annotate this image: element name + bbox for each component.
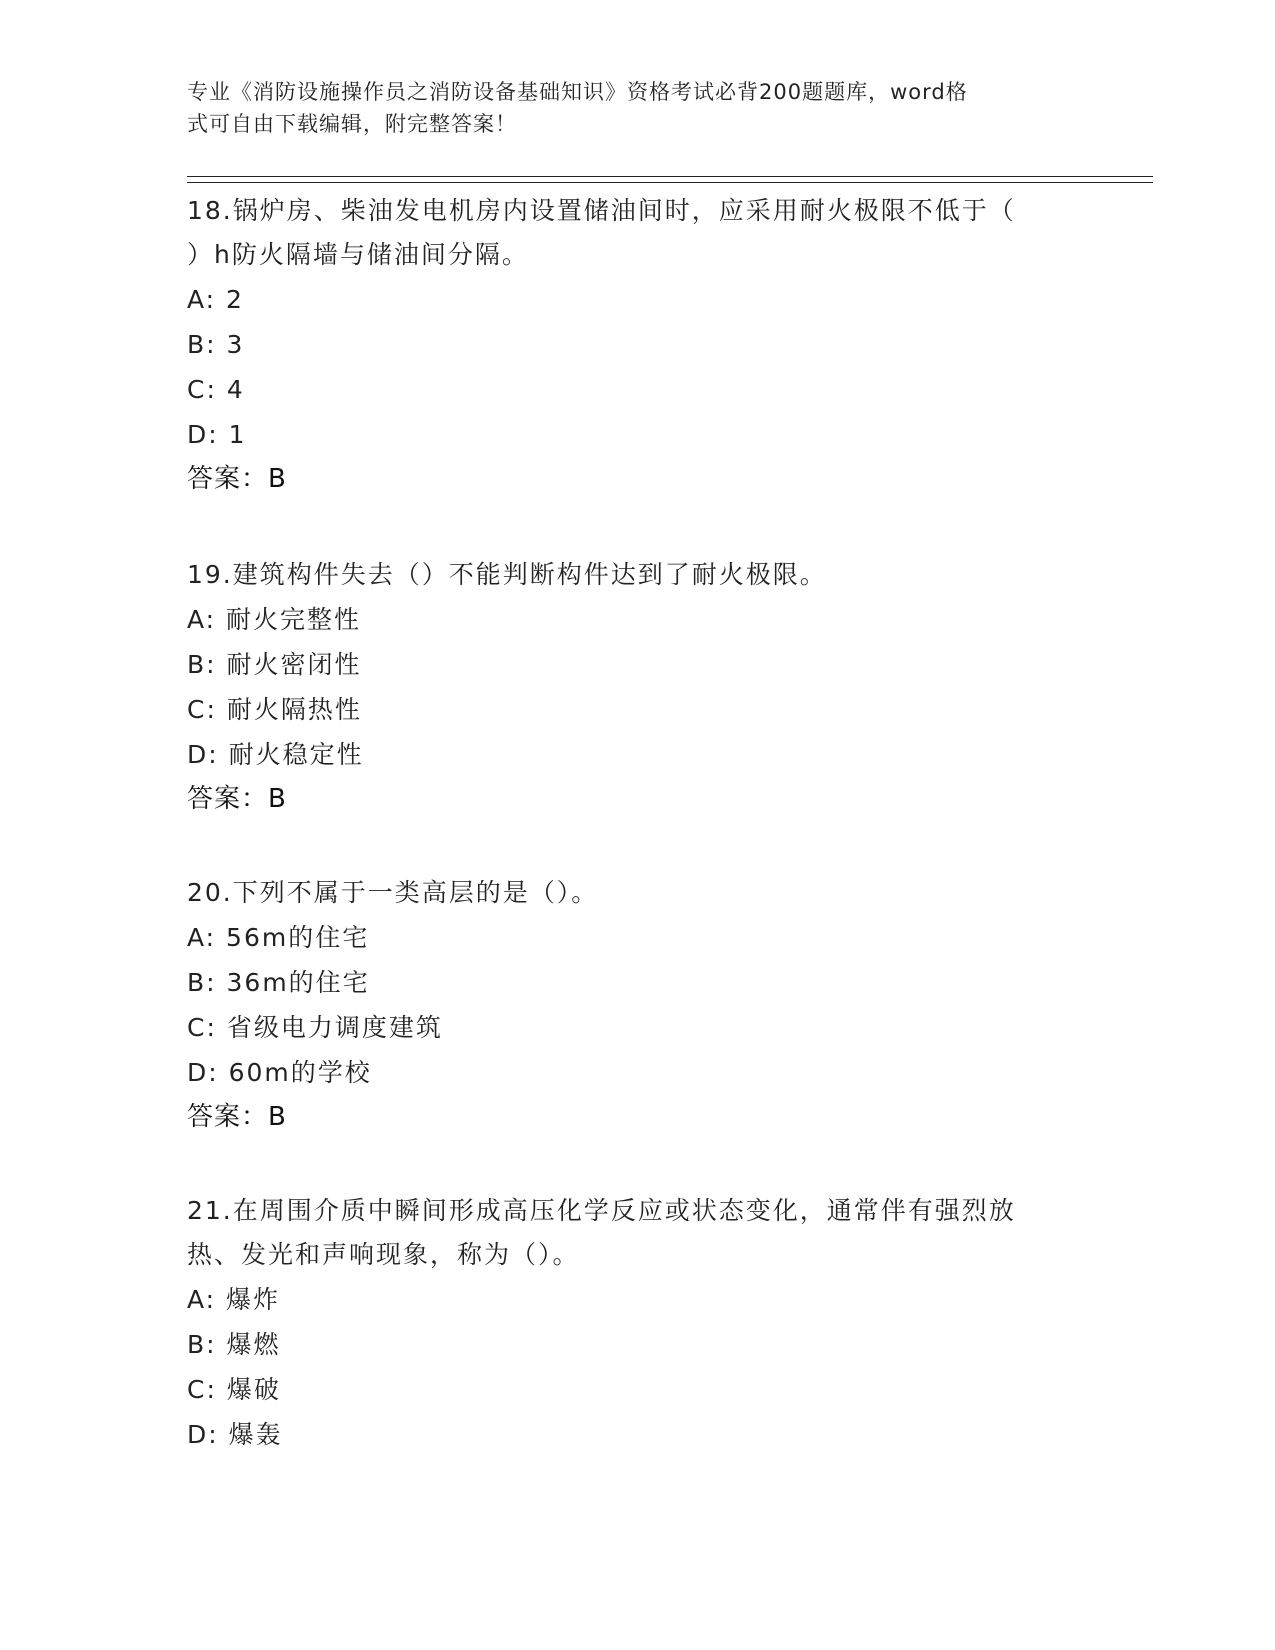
question-stem-line-2: ）h防火隔墙与储油间分隔。 [187, 240, 529, 269]
header-line-2: 式可自由下载编辑，附完整答案！ [187, 112, 517, 136]
option-d: D: 耐火稳定性 [187, 740, 364, 769]
question-18 [187, 189, 1067, 502]
header-divider-bottom [187, 182, 1153, 183]
option-a: A: 56m的住宅 [187, 923, 370, 952]
option-a: A: 爆炸 [187, 1285, 281, 1314]
question-19 [187, 553, 1067, 822]
question-stem-line-1: 19.建筑构件失去（）不能判断构件达到了耐火极限。 [187, 560, 827, 589]
answer: 答案：B [187, 464, 287, 494]
header-divider-top [187, 176, 1153, 177]
option-c: C: 省级电力调度建筑 [187, 1013, 443, 1042]
answer: 答案：B [187, 1102, 287, 1132]
answer: 答案：B [187, 784, 287, 814]
question-20 [187, 871, 1067, 1140]
question-stem-line-1: 18.锅炉房、柴油发电机房内设置储油间时，应采用耐火极限不低于（ [187, 196, 1016, 225]
option-d: D: 爆轰 [187, 1420, 283, 1449]
option-b: B: 3 [187, 330, 245, 359]
document-header [187, 76, 1067, 140]
option-c: C: 耐火隔热性 [187, 695, 362, 724]
question-stem-line-1: 21.在周围介质中瞬间形成高压化学反应或状态变化，通常伴有强烈放 [187, 1196, 1016, 1225]
option-d: D: 60m的学校 [187, 1058, 372, 1087]
option-a: A: 2 [187, 285, 244, 314]
header-line-1: 专业《消防设施操作员之消防设备基础知识》资格考试必背200题题库，word格 [187, 80, 968, 104]
option-b: B: 爆燃 [187, 1330, 281, 1359]
option-c: C: 爆破 [187, 1375, 281, 1404]
question-21 [187, 1189, 1067, 1457]
option-c: C: 4 [187, 375, 245, 404]
option-a: A: 耐火完整性 [187, 605, 362, 634]
question-stem-line-2: 热、发光和声响现象，称为（）。 [187, 1240, 580, 1269]
option-d: D: 1 [187, 420, 247, 449]
question-stem-line-1: 20.下列不属于一类高层的是（）。 [187, 878, 599, 907]
option-b: B: 耐火密闭性 [187, 650, 362, 679]
option-b: B: 36m的住宅 [187, 968, 370, 997]
